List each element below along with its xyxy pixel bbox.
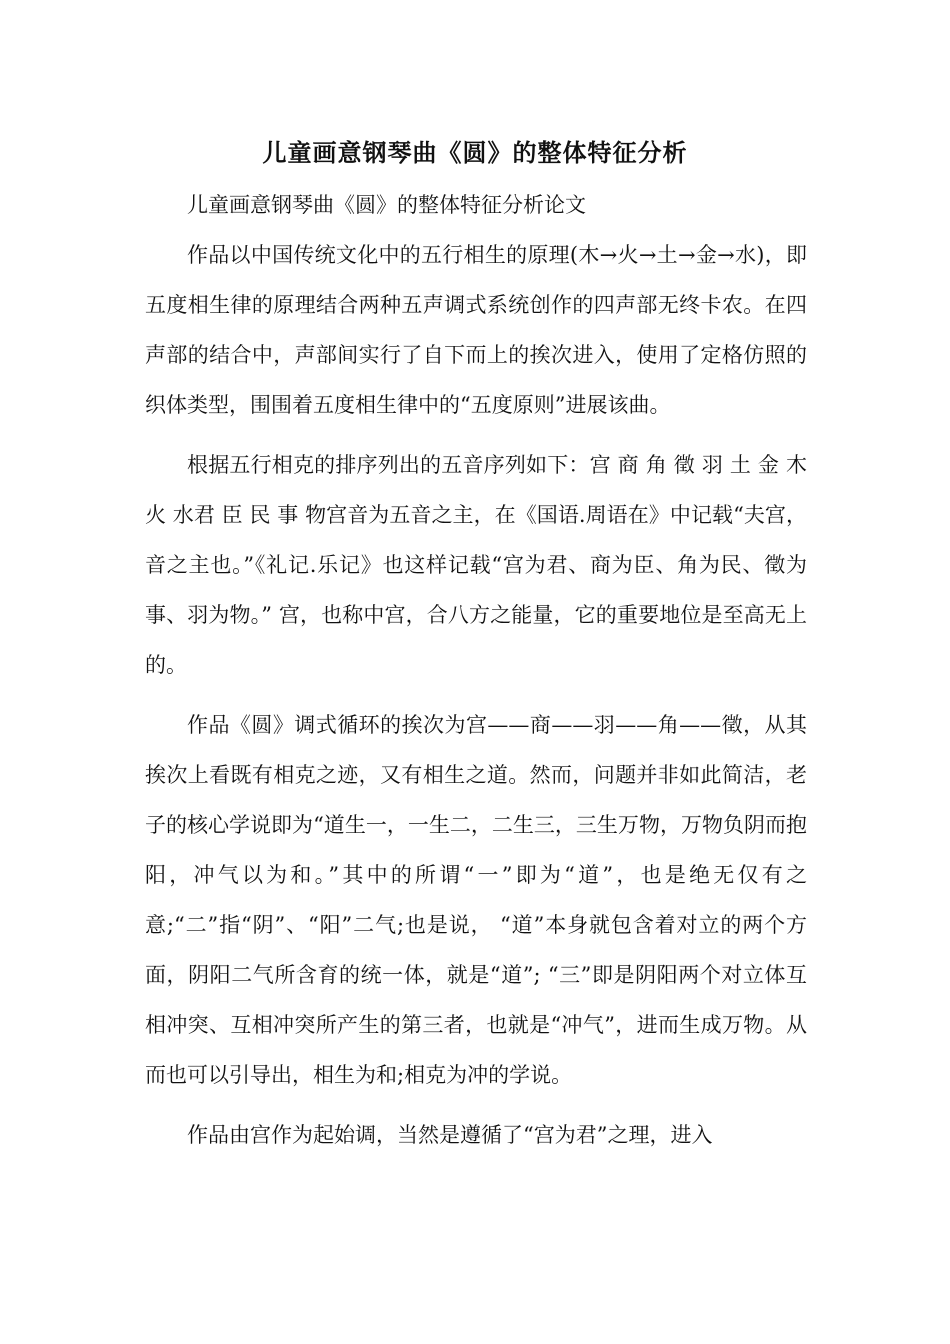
paragraph-wuxing-principle: 作品以中国传统文化中的五行相生的原理(木→火→土→金→水)，即五度相生律的原理结合两种五声调式系统创作的四声部无终卡农。在四声部的结合中，声部间实行了自下而上的挨次进入，使用了定格仿照的织体类型，围围着五度相生律中的“五度原则”进展该曲。 [145,243,807,417]
paragraph-five-tones: 根据五行相克的排序列出的五音序列如下：宫 商 角 徵 羽 土 金 木 火 水君 臣 民 事 物宫音为五音之主，在《国语.周语在》中记载“夫宫，音之主也。”《礼记.乐记》也这样记载“宫为君、商为臣、角为民、徵为事、羽为物。” 宫，也称中宫，合八方之能量，它的重要地位是至高无上的。 [145,453,807,677]
paragraph-mode-cycle: 作品《圆》调式循环的挨次为宫——商——羽——角——徵，从其挨次上看既有相克之迹，又有相生之道。然而，问题并非如此简洁，老子的核心学说即为“道生一，一生二，二生三，三生万物，万物负阴而抱阳，冲气以为和。”其中的所谓“一”即为“道”，也是绝无仅有之意;“二”指“阴”、“阳”二气;也是说， “道”本身就包含着对立的两个方面，阴阳二气所含育的统一体，就是“道”; “三”即是阴阳两个对立体互相冲突、互相冲突所产生的第三者，也就是“冲气”，进而生成万物。从而也可以引导出，相生为和;相克为冲的学说。 [145,713,807,1087]
document-title: 儿童画意钢琴曲《圆》的整体特征分析 [262,139,688,167]
document-body [145,180,807,1170]
paragraph-subtitle: 儿童画意钢琴曲《圆》的整体特征分析论文 [187,193,586,217]
paragraph-opening-key: 作品由宫作为起始调，当然是遵循了“宫为君”之理，进入 [187,1123,713,1147]
